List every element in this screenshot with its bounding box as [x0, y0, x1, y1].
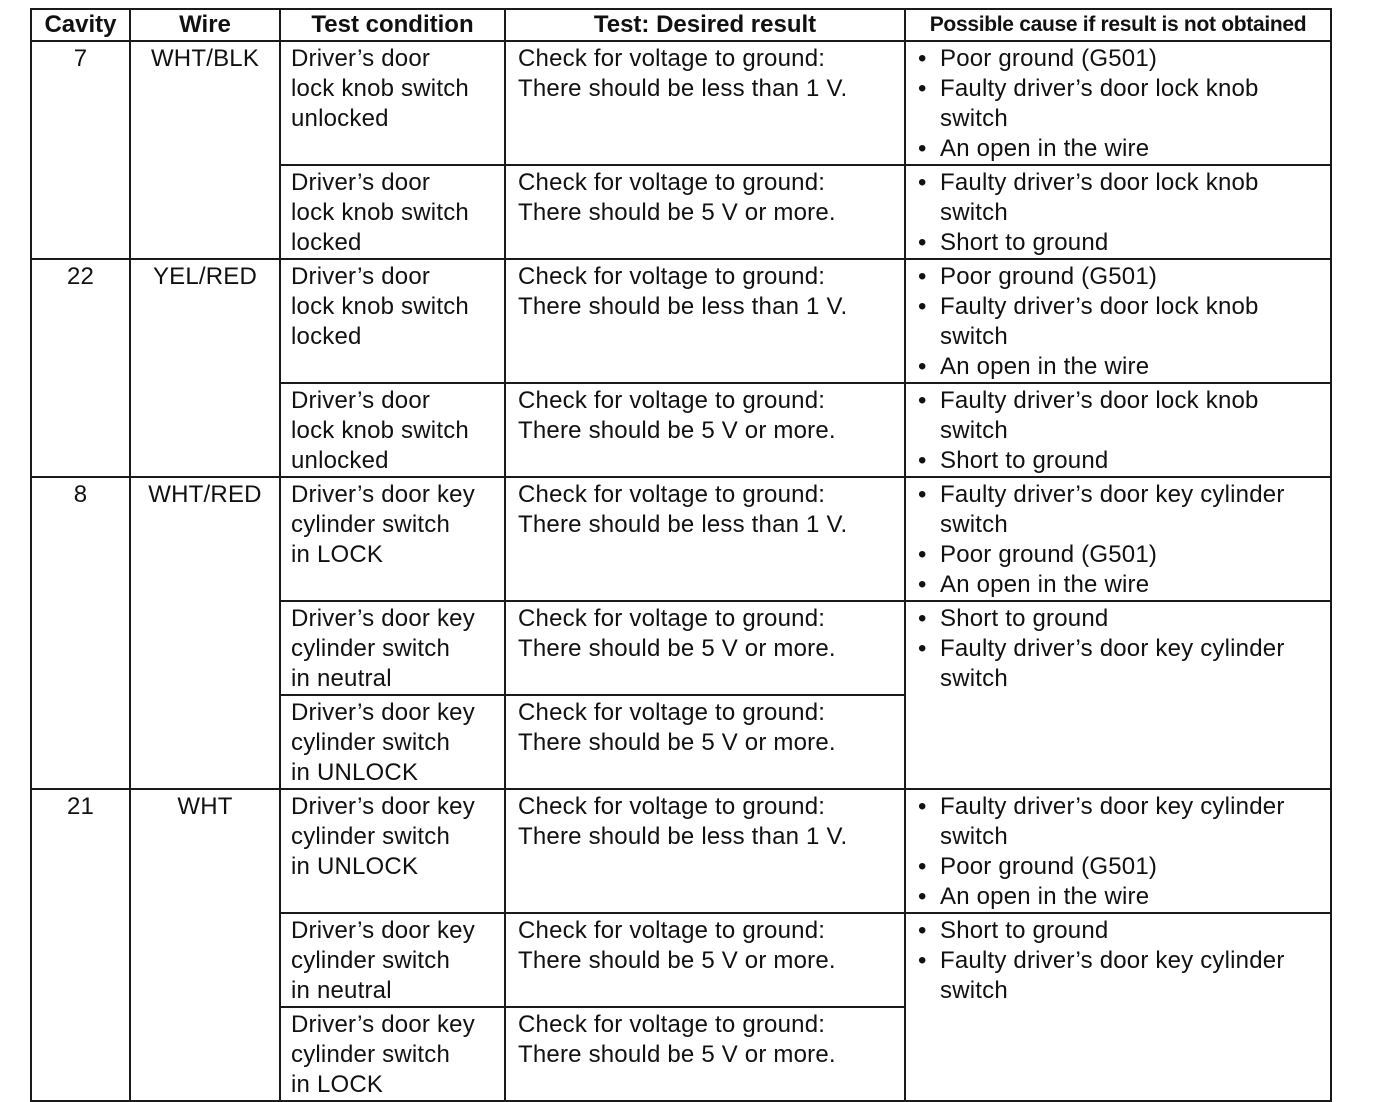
cause-item: • Faulty driver’s door key cylinder switch — [940, 634, 1326, 694]
condition-line: lock knob switch — [291, 199, 469, 226]
wire-cell — [130, 259, 280, 477]
cause-item: • Poor ground (G501) — [940, 262, 1326, 292]
wire-cell — [130, 789, 280, 1101]
cause-item: • Faulty driver’s door key cylinder switch — [940, 792, 1326, 852]
test-condition-cell — [280, 695, 505, 789]
result-line: There should be 5 V or more. — [518, 635, 836, 662]
condition-line: in UNLOCK — [291, 759, 419, 786]
condition-line: locked — [291, 229, 362, 256]
condition-line: locked — [291, 323, 362, 350]
cavity-cell — [31, 41, 130, 259]
result-line: Check for voltage to ground: — [518, 263, 826, 290]
wire-color: WHT/BLK — [150, 45, 260, 72]
condition-line: Driver’s door key — [291, 605, 475, 632]
wire-color: WHT — [177, 793, 233, 820]
condition-line: in neutral — [291, 977, 392, 1004]
cause-item: • Faulty driver’s door lock knob switch — [940, 292, 1326, 352]
test-condition-cell — [280, 259, 505, 383]
test-result-cell — [505, 259, 905, 383]
cause-item: • An open in the wire — [940, 134, 1326, 164]
result-line: There should be 5 V or more. — [518, 1041, 836, 1068]
condition-line: lock knob switch — [291, 417, 469, 444]
result-line: There should be 5 V or more. — [518, 947, 836, 974]
condition-line: in neutral — [291, 665, 392, 692]
result-line: Check for voltage to ground: — [518, 45, 826, 72]
cavity-number: 8 — [73, 481, 88, 508]
test-result-cell — [505, 1007, 905, 1101]
condition-line: in LOCK — [291, 1071, 384, 1098]
cause-item: • Faulty driver’s door lock knob switch — [940, 386, 1326, 446]
condition-line: Driver’s door key — [291, 699, 475, 726]
condition-line: Driver’s door — [291, 169, 431, 196]
condition-line: in UNLOCK — [291, 853, 419, 880]
test-result-cell — [505, 601, 905, 695]
cause-item: • Faulty driver’s door key cylinder switch — [940, 480, 1326, 540]
troubleshooting-table — [30, 8, 1332, 1102]
cavity-cell — [31, 259, 130, 477]
test-result-cell — [505, 165, 905, 259]
cavity-number: 22 — [66, 263, 95, 290]
cause-item: • Faulty driver’s door key cylinder switch — [940, 946, 1326, 1006]
test-result-cell — [505, 477, 905, 601]
condition-line: Driver’s door key — [291, 481, 475, 508]
result-line: Check for voltage to ground: — [518, 1011, 826, 1038]
condition-line: cylinder switch — [291, 1041, 451, 1068]
possible-cause-cell — [905, 383, 1331, 477]
test-condition-cell — [280, 1007, 505, 1101]
result-line: Check for voltage to ground: — [518, 699, 826, 726]
condition-line: cylinder switch — [291, 635, 451, 662]
header-cavity: Cavity — [31, 9, 130, 41]
test-condition-cell — [280, 41, 505, 165]
result-line: There should be 5 V or more. — [518, 417, 836, 444]
result-line: Check for voltage to ground: — [518, 481, 826, 508]
wire-color: WHT/RED — [148, 481, 262, 508]
test-condition-cell — [280, 601, 505, 695]
condition-line: Driver’s door key — [291, 1011, 475, 1038]
header-test-result: Test: Desired result — [505, 9, 905, 41]
result-line: There should be less than 1 V. — [518, 823, 848, 850]
cause-item: • An open in the wire — [940, 570, 1326, 600]
possible-cause-cell — [905, 601, 1331, 789]
result-line: Check for voltage to ground: — [518, 605, 826, 632]
cause-item: • Short to ground — [940, 916, 1326, 946]
cavity-cell — [31, 789, 130, 1101]
test-result-cell — [505, 913, 905, 1007]
condition-line: cylinder switch — [291, 947, 451, 974]
cause-item: • Poor ground (G501) — [940, 540, 1326, 570]
cause-item: • Short to ground — [940, 604, 1326, 634]
test-condition-cell — [280, 477, 505, 601]
test-condition-cell — [280, 383, 505, 477]
cause-item: • Short to ground — [940, 228, 1326, 258]
possible-cause-cell — [905, 165, 1331, 259]
condition-line: Driver’s door key — [291, 793, 475, 820]
condition-line: unlocked — [291, 447, 389, 474]
header-wire: Wire — [130, 9, 280, 41]
table-row — [31, 259, 1331, 383]
cavity-number: 21 — [66, 793, 95, 820]
condition-line: cylinder switch — [291, 729, 451, 756]
test-condition-cell — [280, 913, 505, 1007]
possible-cause-cell — [905, 41, 1331, 165]
condition-line: Driver’s door — [291, 387, 431, 414]
test-result-cell — [505, 383, 905, 477]
result-line: Check for voltage to ground: — [518, 793, 826, 820]
cavity-number: 7 — [73, 45, 88, 72]
table-row — [31, 789, 1331, 913]
result-line: Check for voltage to ground: — [518, 917, 826, 944]
cause-item: • Short to ground — [940, 446, 1326, 476]
cause-item: • An open in the wire — [940, 352, 1326, 382]
possible-cause-cell — [905, 789, 1331, 913]
possible-cause-cell — [905, 259, 1331, 383]
cause-item: • Faulty driver’s door lock knob switch — [940, 74, 1326, 134]
wire-cell — [130, 41, 280, 259]
condition-line: Driver’s door — [291, 263, 431, 290]
header-test-condition: Test condition — [280, 9, 505, 41]
condition-line: lock knob switch — [291, 293, 469, 320]
table-row — [31, 41, 1331, 165]
cause-item: • An open in the wire — [940, 882, 1326, 912]
result-line: Check for voltage to ground: — [518, 169, 826, 196]
header-row — [31, 9, 1331, 41]
cavity-cell — [31, 477, 130, 789]
cause-item: • Poor ground (G501) — [940, 44, 1326, 74]
possible-cause-cell — [905, 913, 1331, 1101]
condition-line: Driver’s door key — [291, 917, 475, 944]
test-condition-cell — [280, 789, 505, 913]
condition-line: lock knob switch — [291, 75, 469, 102]
condition-line: cylinder switch — [291, 511, 451, 538]
result-line: Check for voltage to ground: — [518, 387, 826, 414]
condition-line: unlocked — [291, 105, 389, 132]
test-result-cell — [505, 789, 905, 913]
condition-line: cylinder switch — [291, 823, 451, 850]
test-result-cell — [505, 695, 905, 789]
condition-line: Driver’s door — [291, 45, 431, 72]
condition-line: in LOCK — [291, 541, 384, 568]
cause-item: • Poor ground (G501) — [940, 852, 1326, 882]
result-line: There should be less than 1 V. — [518, 511, 848, 538]
table-row — [31, 477, 1331, 601]
possible-cause-cell — [905, 477, 1331, 601]
header-possible-cause: Possible cause if result is not obtained — [905, 9, 1331, 41]
result-line: There should be 5 V or more. — [518, 729, 836, 756]
test-condition-cell — [280, 165, 505, 259]
test-result-cell — [505, 41, 905, 165]
cause-item: • Faulty driver’s door lock knob switch — [940, 168, 1326, 228]
result-line: There should be 5 V or more. — [518, 199, 836, 226]
result-line: There should be less than 1 V. — [518, 75, 848, 102]
result-line: There should be less than 1 V. — [518, 293, 848, 320]
wire-cell — [130, 477, 280, 789]
wire-color: YEL/RED — [152, 263, 258, 290]
